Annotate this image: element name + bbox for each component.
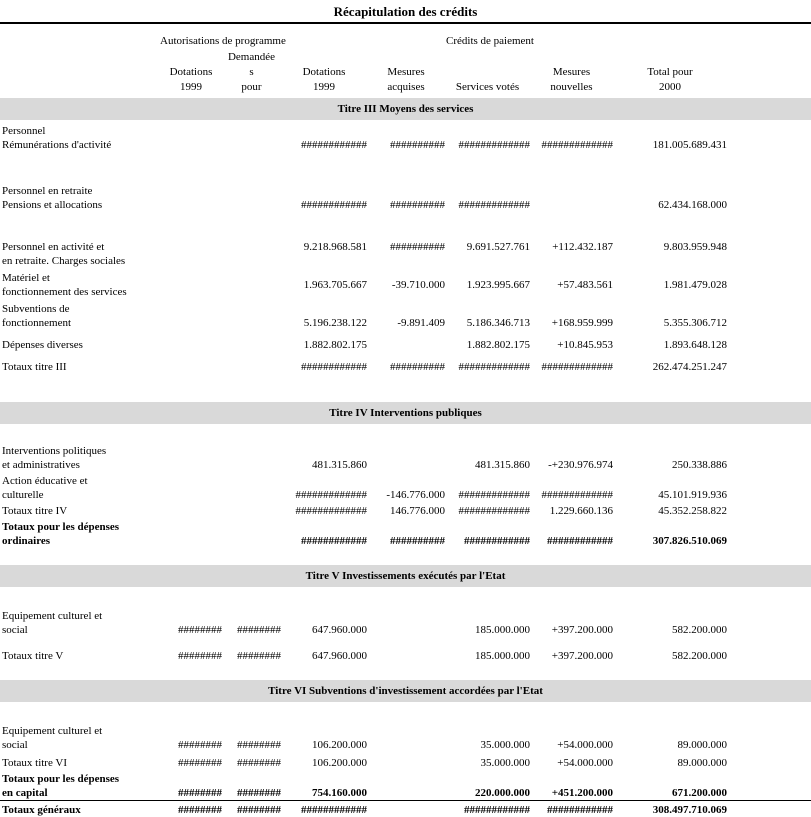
table-row (0, 444, 811, 472)
row-label-line: fonctionnement des services (2, 286, 127, 298)
cell-value: 308.497.710.069 (652, 804, 727, 816)
table-row (0, 271, 811, 299)
cell-value: ######## (237, 739, 281, 751)
row-label-line: Totaux pour les dépenses (2, 773, 120, 785)
row-label-line: Subventions de (2, 303, 70, 315)
row-label (0, 240, 160, 268)
cell-value: ############ (301, 199, 367, 211)
row-label-line: Totaux pour les dépenses (2, 521, 120, 533)
col-header-line: Mesures (387, 66, 425, 78)
col-header-line: s (249, 66, 254, 78)
table-row (0, 609, 811, 637)
cell-value: ############ (301, 139, 367, 151)
table-row (0, 184, 811, 212)
title-rule (0, 22, 811, 24)
table-row (0, 504, 811, 518)
col-header-mesures-nouvelles (530, 65, 613, 95)
row-label-line: Pensions et allocations (2, 199, 103, 211)
cell-value: 146.776.000 (390, 505, 445, 517)
row-label-line: Totaux titre IV (2, 505, 68, 517)
cell-value: ############ (464, 535, 530, 547)
col-header-line: 1999 (180, 81, 202, 93)
cell-value: 754.160.000 (312, 787, 367, 799)
col-header-line: nouvelles (550, 81, 593, 93)
cell-value: +54.000.000 (557, 739, 613, 751)
row-label-line: et administratives (2, 459, 80, 471)
row-label-line: Action éducative et (2, 475, 88, 487)
cell-value: ############# (295, 489, 367, 501)
row-label-line: Personnel (2, 125, 46, 137)
cell-value: ######## (178, 650, 222, 662)
col-header-dotations-1999-ap (160, 65, 222, 95)
section (0, 680, 811, 817)
cell-value: 45.352.258.822 (658, 505, 727, 517)
cell-value: 250.338.886 (672, 459, 727, 471)
column-group-header (0, 34, 811, 48)
col-header-line: Mesures (552, 66, 591, 78)
cell-value: 5.196.238.122 (303, 317, 367, 329)
table-row (0, 649, 811, 663)
row-label-line: social (2, 739, 28, 751)
cell-value: ######## (237, 650, 281, 662)
cell-value: 582.200.000 (672, 624, 727, 636)
cell-value: 9.218.968.581 (303, 241, 367, 253)
row-label (0, 360, 160, 374)
cell-value: ######## (237, 804, 281, 816)
cell-value: +451.200.000 (551, 787, 613, 799)
row-label (0, 803, 160, 817)
cell-value: 262.474.251.247 (652, 361, 727, 373)
cell-value: 62.434.168.000 (658, 199, 727, 211)
cell-value: ############# (295, 505, 367, 517)
cell-value: 582.200.000 (672, 650, 727, 662)
row-label (0, 756, 160, 770)
section-banner: Titre IV Interventions publiques (0, 402, 811, 424)
cell-value: +10.845.953 (557, 339, 613, 351)
cell-value: ######## (237, 787, 281, 799)
cell-value: ######## (178, 804, 222, 816)
row-label-line: fonctionnement (2, 317, 72, 329)
row-label-line: Interventions politiques (2, 445, 107, 457)
row-label-line: social (2, 624, 28, 636)
page-title: Récapitulation des crédits (333, 4, 478, 19)
cell-value: 35.000.000 (480, 739, 530, 751)
table-row (0, 756, 811, 770)
cell-value: ############# (458, 505, 530, 517)
table-row (0, 724, 811, 752)
section-banner: Titre VI Subventions d'investissement accordées par l'Etat (0, 680, 811, 702)
row-label-line: en capital (2, 787, 48, 799)
cell-value: ######## (237, 624, 281, 636)
cell-value: 1.882.802.175 (303, 339, 367, 351)
row-label-line: Personnel en activité et (2, 241, 105, 253)
cell-value: ############# (458, 361, 530, 373)
row-label (0, 724, 160, 752)
cell-value: ########## (390, 199, 445, 211)
row-label-line: Equipement culturel et (2, 610, 103, 622)
table-row (0, 800, 811, 817)
row-label-line: culturelle (2, 489, 44, 501)
cell-value: 220.000.000 (475, 787, 530, 799)
cell-value: ############ (301, 361, 367, 373)
cell-value: ############ (301, 535, 367, 547)
row-label (0, 124, 160, 152)
cell-value: 185.000.000 (475, 624, 530, 636)
row-label-line: Totaux titre V (2, 650, 64, 662)
cell-value: 647.960.000 (312, 624, 367, 636)
table-row (0, 772, 811, 800)
cell-value: 106.200.000 (312, 757, 367, 769)
cell-value: ############ (301, 804, 367, 816)
cell-value: 89.000.000 (677, 757, 727, 769)
cell-value: ######## (237, 757, 281, 769)
cell-value: -9.891.409 (397, 317, 445, 329)
col-header-dotations-1999-cp (281, 65, 367, 95)
cell-value: 45.101.919.936 (658, 489, 727, 501)
cell-value: 35.000.000 (480, 757, 530, 769)
col-header-line: pour (241, 81, 262, 93)
row-label-line: Rémunérations d'activité (2, 139, 112, 151)
cell-value: 1.229.660.136 (549, 505, 613, 517)
row-label-line: Totaux généraux (2, 804, 81, 816)
row-label-line: Personnel en retraite (2, 185, 93, 197)
cell-value: ############# (458, 199, 530, 211)
table-row (0, 338, 811, 352)
cell-value: 185.000.000 (475, 650, 530, 662)
col-header-line: Dotations (302, 66, 346, 78)
cell-value: 307.826.510.069 (652, 535, 727, 547)
cell-value: 89.000.000 (677, 739, 727, 751)
section (0, 402, 811, 562)
section (0, 565, 811, 677)
row-label (0, 338, 160, 352)
cell-value: 9.691.527.761 (466, 241, 530, 253)
cell-value: 1.882.802.175 (466, 339, 530, 351)
cell-value: ############ (547, 804, 613, 816)
col-header-line: 1999 (313, 81, 335, 93)
cell-value: +168.959.999 (551, 317, 613, 329)
cell-value: +397.200.000 (551, 624, 613, 636)
cell-value: 181.005.689.431 (652, 139, 727, 151)
col-header-total-pour-2000 (613, 65, 727, 95)
cell-value: ######## (178, 757, 222, 769)
cell-value: -146.776.000 (386, 489, 445, 501)
cell-value: ############# (458, 139, 530, 151)
cell-value: 481.315.860 (312, 459, 367, 471)
cell-value: ############ (547, 535, 613, 547)
cell-value: +397.200.000 (551, 650, 613, 662)
row-label-line: Dépenses diverses (2, 339, 83, 351)
row-label (0, 302, 160, 330)
row-label (0, 609, 160, 637)
row-label (0, 271, 160, 299)
cell-value: ########## (390, 535, 445, 547)
cell-value: 1.963.705.667 (303, 279, 367, 291)
cell-value: 1.923.995.667 (466, 279, 530, 291)
col-header-line: 2000 (659, 81, 681, 93)
row-label-line: Equipement culturel et (2, 725, 103, 737)
cell-value: ######## (178, 624, 222, 636)
cell-value: ############# (541, 139, 613, 151)
row-label (0, 520, 160, 548)
cell-value: ############# (458, 489, 530, 501)
cell-value: 481.315.860 (475, 459, 530, 471)
row-label-line: en retraite. Charges sociales (2, 255, 126, 267)
row-label (0, 184, 160, 212)
cell-value: 671.200.000 (672, 787, 727, 799)
col-header-line: Demandée (227, 51, 276, 63)
col-header-demandees-pour (222, 50, 281, 95)
column-headers (0, 50, 811, 95)
row-label (0, 649, 160, 663)
col-header-line: Dotations (169, 66, 213, 78)
cell-value: ############# (541, 489, 613, 501)
cell-value: 5.186.346.713 (466, 317, 530, 329)
table-row (0, 302, 811, 330)
row-label-line: Totaux titre III (2, 361, 67, 373)
table-row (0, 360, 811, 374)
group-gap (281, 34, 367, 48)
row-label (0, 474, 160, 502)
cell-value: ############ (464, 804, 530, 816)
cell-value: 9.803.959.948 (663, 241, 727, 253)
col-header-line: acquises (387, 81, 425, 93)
group-total-spacer (613, 34, 727, 48)
cell-value: +54.000.000 (557, 757, 613, 769)
cell-value: -39.710.000 (391, 279, 445, 291)
row-label-line: ordinaires (2, 535, 51, 547)
section (0, 98, 811, 399)
row-label (0, 444, 160, 472)
cell-value: ######## (178, 787, 222, 799)
cell-value: +112.432.187 (552, 241, 613, 253)
cell-value: ########## (390, 241, 445, 253)
row-label (0, 772, 160, 800)
section-banner: Titre V Investissements exécutés par l'Etat (0, 565, 811, 587)
cell-value: 1.893.648.128 (663, 339, 727, 351)
col-header-services-votes (445, 80, 530, 95)
cell-value: ########## (390, 139, 445, 151)
group-credits-paiement: Crédits de paiement (446, 35, 534, 47)
cell-value: 5.355.306.712 (663, 317, 727, 329)
row-label-line: Matériel et (2, 272, 50, 284)
cell-value: -+230.976.974 (548, 459, 613, 471)
cell-value: ######## (178, 739, 222, 751)
col-header-line: Services votés (455, 81, 520, 93)
cell-value: ########## (390, 361, 445, 373)
row-label (0, 504, 160, 518)
cell-value: ############# (541, 361, 613, 373)
table-row (0, 240, 811, 268)
col-header-mesures-acquises (367, 65, 445, 95)
col-header-line: Total pour (647, 66, 693, 78)
table-row (0, 474, 811, 502)
cell-value: 106.200.000 (312, 739, 367, 751)
section-banner: Titre III Moyens des services (0, 98, 811, 120)
cell-value: +57.483.561 (557, 279, 613, 291)
row-label-line: Totaux titre VI (2, 757, 68, 769)
cell-value: 1.981.479.028 (663, 279, 727, 291)
table-row (0, 124, 811, 152)
cell-value: 647.960.000 (312, 650, 367, 662)
group-autorisations-programme: Autorisations de programme (160, 35, 286, 47)
label-col-spacer (0, 34, 160, 48)
table-body (0, 98, 811, 817)
table-row (0, 520, 811, 548)
